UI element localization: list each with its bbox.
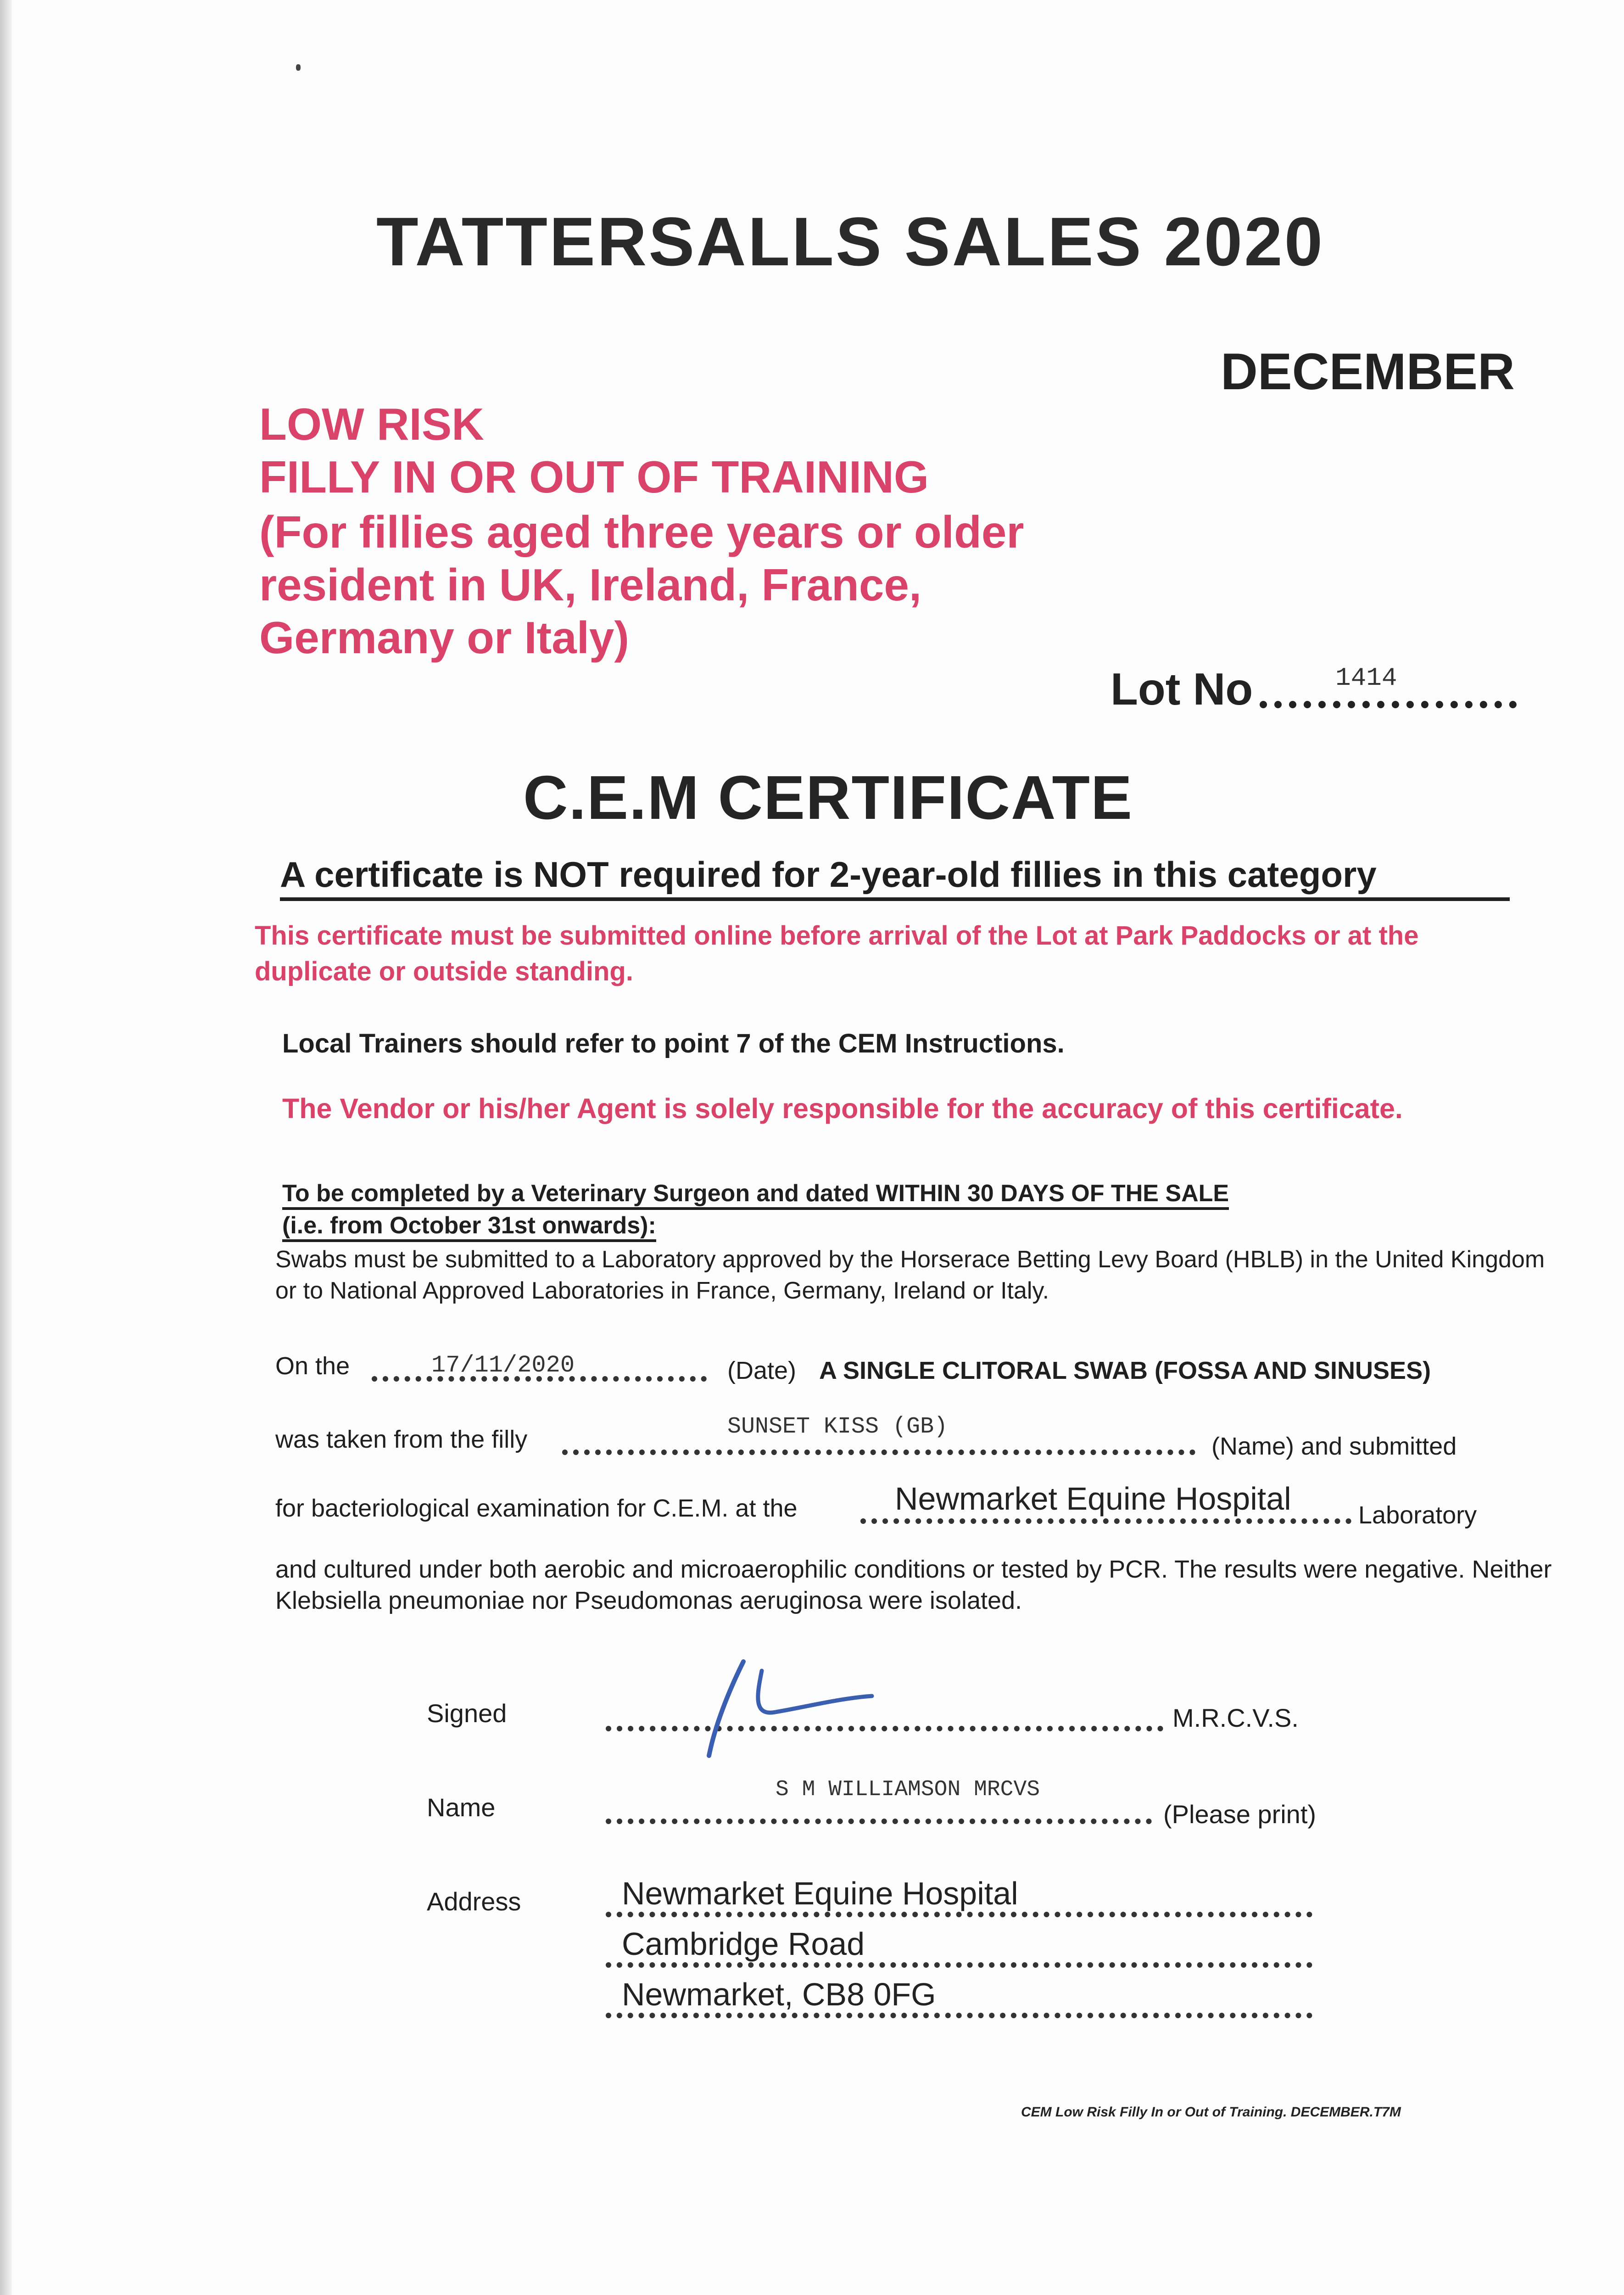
filly-name-value: SUNSET KISS (GB) [727,1414,948,1440]
lot-number-label: Lot No [1111,664,1253,714]
signature-scribble [688,1652,881,1758]
address-dotted-line-2 [606,1962,1312,1968]
mrcvs-label: M.R.C.V.S. [1172,1703,1299,1732]
vendor-responsibility-notice: The Vendor or his/her Agent is solely responsible for the accuracy of this certificate. [282,1093,1403,1124]
vet-heading-line-1: To be completed by a Veterinary Surgeon and dated WITHIN 30 DAYS OF THE SALE [282,1180,1229,1210]
laboratory-label: Laboratory [1358,1501,1477,1529]
address-line-2: Cambridge Road [622,1926,865,1962]
name-label: Name [427,1793,496,1822]
risk-category-line-3: (For fillies aged three years or older [259,507,1024,557]
laboratory-dotted-line [860,1518,1351,1524]
filly-name-dotted-line [562,1450,1195,1455]
sale-month: DECEMBER [1221,343,1515,400]
lot-number-value: 1414 [1335,663,1397,693]
address-line-3: Newmarket, CB8 0FG [622,1976,936,2012]
local-trainers-notice: Local Trainers should refer to point 7 of the CEM Instructions. [282,1029,1065,1058]
risk-category-line-2: FILLY IN OR OUT OF TRAINING [259,452,929,502]
name-dotted-line [606,1819,1152,1824]
on-the-label: On the [275,1352,350,1380]
sales-title: TATTERSALLS SALES 2020 [376,203,1325,280]
exam-label: for bacteriological examination for C.E.M. at the [275,1495,798,1522]
form-code-footer: CEM Low Risk Filly In or Out of Training. DECEMBER.T7M [1021,2105,1401,2120]
vet-heading-line-2: (i.e. from October 31st onwards): [282,1212,656,1242]
risk-category-line-5: Germany or Italy) [259,612,630,663]
risk-category-line-1: LOW RISK [259,399,484,449]
signed-label: Signed [427,1699,507,1728]
results-text: and cultured under both aerobic and microaerophilic conditions or tested by PCR. The results were negative. Neither Klebsiella pneumoniae nor Pseudomonas aeruginosa were isolated. [275,1556,1552,1614]
please-print-label: (Please print) [1163,1800,1317,1829]
name-submitted-label: (Name) and submitted [1211,1433,1457,1460]
address-line-1: Newmarket Equine Hospital [622,1875,1018,1911]
laboratory-name-value: Newmarket Equine Hospital [895,1481,1291,1517]
date-label: (Date) [727,1357,797,1384]
swabs-instructions: Swabs must be submitted to a Laboratory approved by the Horserace Betting Levy Board (HBLB) in the United Kingdom or to National Approved Laboratories in France, Germany, Ireland or Italy. [275,1246,1545,1304]
scan-speck [296,64,301,71]
swab-description: A SINGLE CLITORAL SWAB (FOSSA AND SINUSES) [819,1357,1431,1384]
certificate-title: C.E.M CERTIFICATE [523,763,1133,832]
not-required-notice: A certificate is NOT required for 2-year-old fillies in this category [280,854,1510,901]
page-scan-edge [0,0,12,2295]
address-dotted-line-3 [606,2013,1312,2018]
taken-from-label: was taken from the filly [275,1426,528,1453]
address-dotted-line-1 [606,1912,1312,1917]
online-submission-notice: This certificate must be submitted online before arrival of the Lot at Park Paddocks or at the duplicate or outside standing. [255,921,1419,986]
risk-category-line-4: resident in UK, Ireland, France, [259,560,922,610]
vet-name-value: S M WILLIAMSON MRCVS [776,1777,1040,1802]
address-label: Address [427,1887,521,1916]
date-value: 17/11/2020 [431,1352,575,1379]
